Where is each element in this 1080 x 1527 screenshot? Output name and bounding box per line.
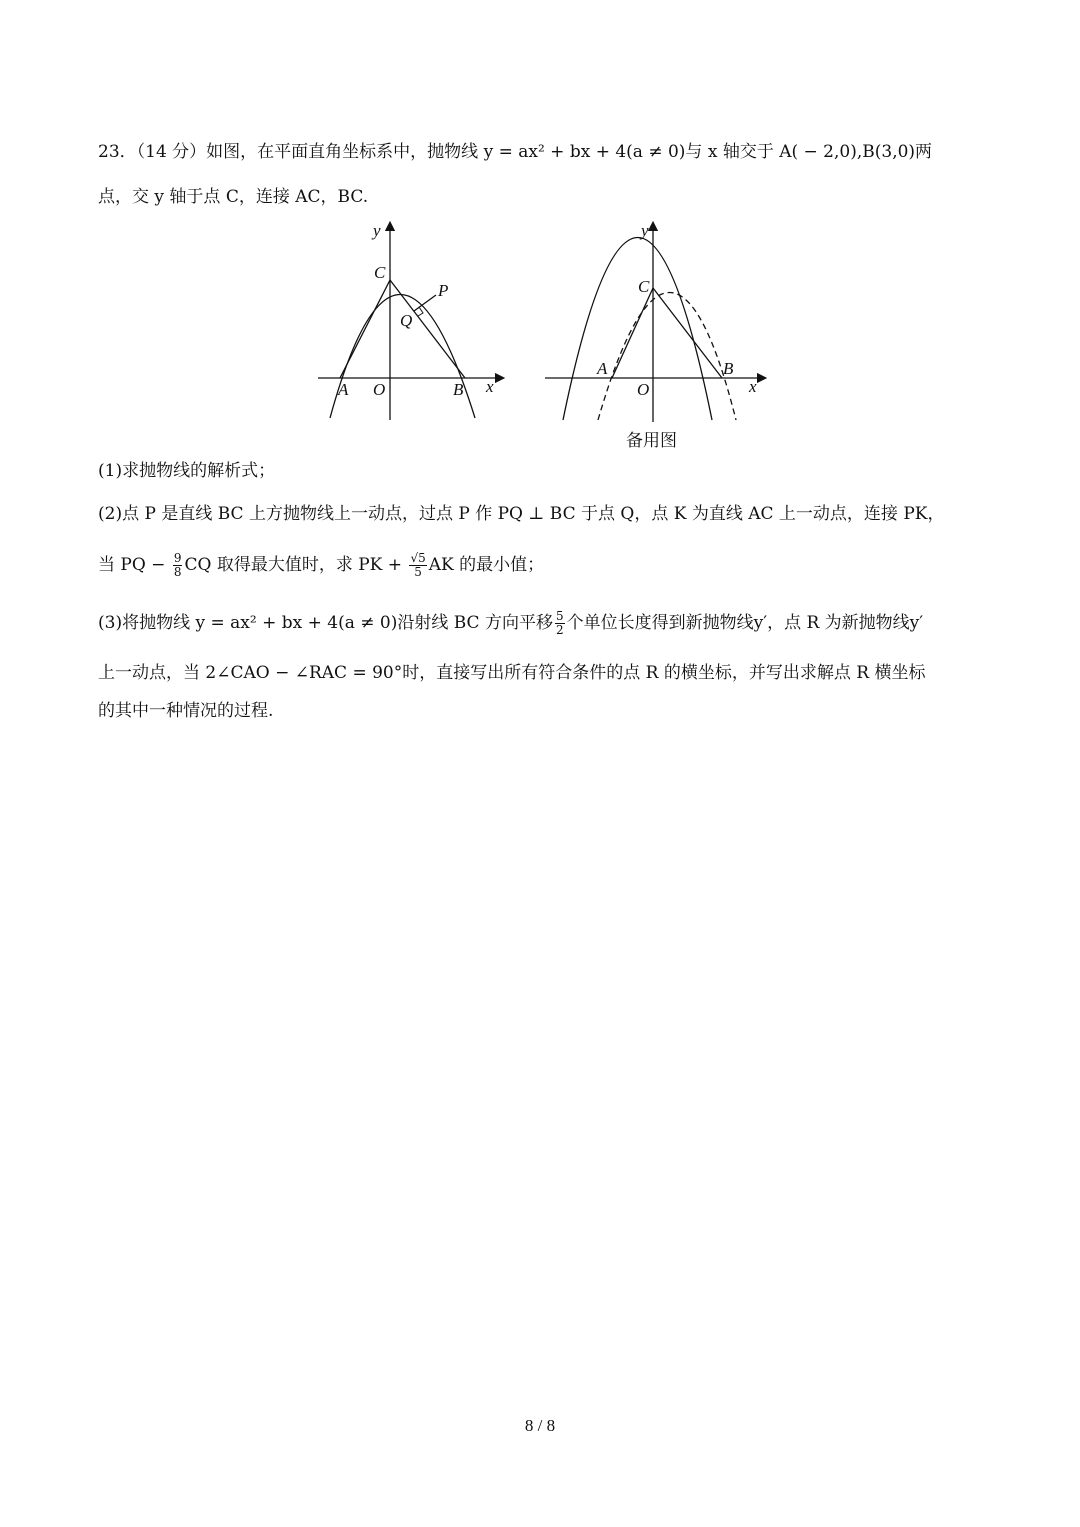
label-p: P bbox=[438, 281, 449, 300]
part-3-text-a: (3)将抛物线 y = ax² + bx + 4(a ≠ 0)沿射线 BC 方向平移 bbox=[98, 613, 553, 633]
right-angle-mark bbox=[418, 307, 423, 316]
label-c: C bbox=[638, 277, 650, 296]
fraction-5-2: $\frac{5}{2}$ bbox=[555, 609, 564, 637]
label-o: O bbox=[373, 380, 386, 399]
part-3-line-2: 上一动点，当 2∠CAO − ∠RAC = 90°时，直接写出所有符合条件的点 R 的横坐标，并写出求解点 R 横坐标 bbox=[98, 663, 926, 683]
figure-main bbox=[310, 218, 510, 423]
question-line-2: 点，交 y 轴于点 C，连接 AC，BC. bbox=[98, 187, 369, 207]
label-y: y bbox=[373, 221, 381, 240]
part-1: (1)求抛物线的解析式； bbox=[98, 461, 276, 481]
part-2-text-c: AK 的最小值； bbox=[428, 555, 545, 575]
label-a: A bbox=[597, 359, 608, 378]
fraction-9-8: $\frac{9}{8}$ bbox=[173, 551, 182, 579]
shifted-parabola bbox=[598, 293, 736, 421]
fraction-sqrt5-5: $\frac{√5}{5}$ bbox=[410, 551, 426, 579]
label-c: C bbox=[374, 263, 386, 282]
part-2-text-a: 当 PQ − bbox=[98, 555, 171, 575]
part-3-line-1 bbox=[98, 608, 923, 638]
segment-ac bbox=[612, 288, 653, 378]
part-2-line-2 bbox=[98, 550, 544, 580]
label-q: Q bbox=[400, 311, 413, 330]
label-y: y bbox=[641, 221, 649, 240]
segment-ac bbox=[340, 280, 390, 378]
label-o: O bbox=[637, 380, 650, 399]
part-2-text-b: CQ 取得最大值时，求 PK + bbox=[184, 555, 408, 575]
label-b: B bbox=[453, 380, 464, 399]
label-a: A bbox=[338, 380, 349, 399]
label-b: B bbox=[723, 359, 734, 378]
question-line-1: 23．（14 分）如图，在平面直角坐标系中，抛物线 y = ax² + bx + 4(a ≠ 0)与 x 轴交于 A( − 2,0),B(3,0)两 bbox=[98, 142, 933, 162]
label-x: x bbox=[486, 377, 494, 396]
part-3-line-3: 的其中一种情况的过程. bbox=[98, 701, 274, 721]
part-3-text-b: 个单位长度得到新抛物线y′，点 R 为新抛物线y′ bbox=[566, 613, 924, 633]
figure-backup bbox=[540, 218, 770, 428]
page-number: 8 / 8 bbox=[524, 1416, 556, 1435]
part-2-line-1: (2)点 P 是直线 BC 上方抛物线上一动点，过点 P 作 PQ ⊥ BC 于点 Q，点 K 为直线 AC 上一动点，连接 PK， bbox=[98, 504, 945, 524]
figure-caption: 备用图 bbox=[626, 431, 677, 451]
label-x: x bbox=[749, 377, 757, 396]
